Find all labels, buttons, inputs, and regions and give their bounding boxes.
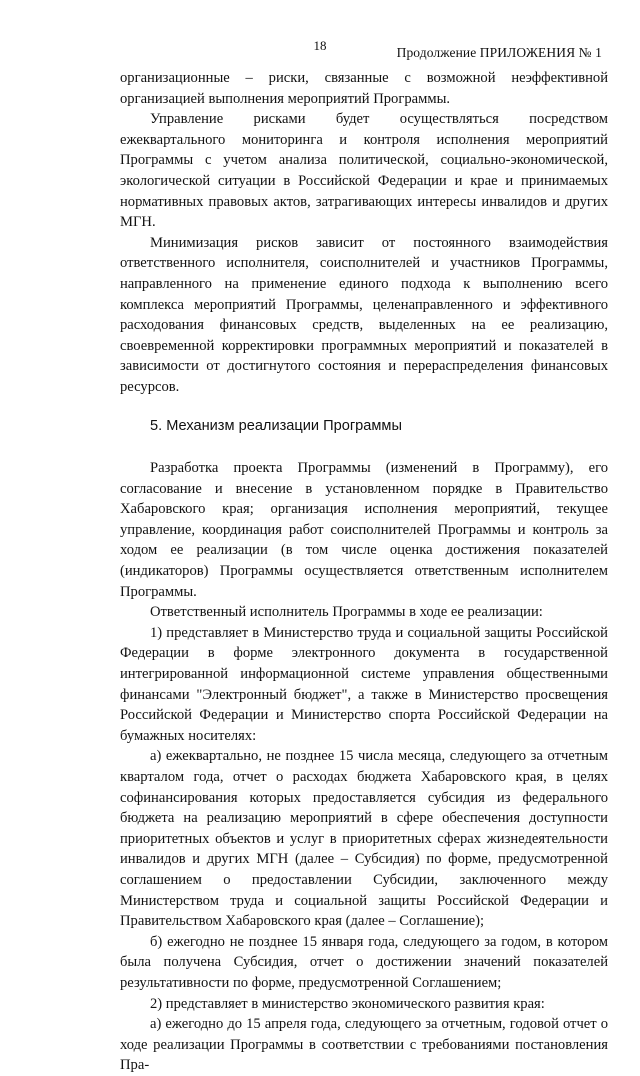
paragraph: Разработка проекта Программы (изменений в Программу), его согласование и внесение в установленном порядке в Правительство Хабаровского края; организация исполнения мероприятий, текущее управление, координация работ соисполнителей Программы и контроль за ходом ее реализации (в том числе оценка достижения показателей (индикаторов) Программы осуществляется ответственным исполнителем Программы.	[120, 460, 608, 600]
paragraph: организационные – риски, связанные с возможной неэффективной организацией выполнения мероприятий Программы.	[120, 70, 608, 107]
paragraph: Управление рисками будет осуществляться посредством ежеквартального мониторинга и контроля исполнения мероприятий Программы с учетом анализа политической, социально-экономической, экологической ситуации в Российской Федерации и крае и принимаемых нормативных правовых актов, затрагивающих интересы инвалидов и других МГН.	[120, 111, 608, 231]
list-item: 2) представляет в министерство экономического развития края:	[150, 995, 545, 1012]
list-item: а) ежеквартально, не позднее 15 числа месяца, следующего за отчетным кварталом года, отчет о расходах бюджета Хабаровского края, в целях софинансирования которых предоставляется субсидия из федерального бюджета на реализацию мероприятий в сфере обеспечения доступности приоритетных объектов и услуг в приоритетных сферах жизнедеятельности инвалидов и других МГН (далее – Субсидия) по форме, предусмотренной соглашением о предоставлении Субсидии, заключенного между Министерством труда и социальной защиты Российской Федерации и Правительством Хабаровского края (далее – Соглашение);	[120, 748, 608, 930]
appendix-continuation-label: Продолжение ПРИЛОЖЕНИЯ № 1	[396, 45, 602, 60]
paragraph: Ответственный исполнитель Программы в ходе ее реализации:	[150, 604, 543, 621]
list-item: б) ежегодно не позднее 15 января года, следующего за годом, в котором была получена Субсидия, отчет о достижении значений показателей результативности по форме, предусмотренной Соглашением;	[120, 933, 608, 991]
section-heading: 5. Механизм реализации Программы	[150, 417, 402, 434]
document-body	[120, 68, 608, 1076]
list-item: 1) представляет в Министерство труда и социальной защиты Российской Федерации в форме электронного документа в государственной интегрированной информационной системе управления общественными финансами "Электронный бюджет", а также в Министерство просвещения Российской Федерации и Министерство спорта Российской Федерации на бумажных носителях:	[120, 624, 608, 744]
page-number: 18	[313, 38, 327, 53]
paragraph: Минимизация рисков зависит от постоянного взаимодействия ответственного исполнителя, соисполнителей и участников Программы, направленного на применение единого подхода к выполнению всего комплекса мероприятий Программы, целенаправленного и эффективного расходования финансовых средств, выделенных на ее реализацию, своевременной корректировки программных мероприятий и показателей в зависимости от достигнутого состояния и перераспределения финансовых ресурсов.	[120, 234, 608, 395]
list-item: а) ежегодно до 15 апреля года, следующего за отчетным, годовой отчет о ходе реализации Программы в соответствии с требованиями постановления Пра-	[120, 1016, 608, 1074]
